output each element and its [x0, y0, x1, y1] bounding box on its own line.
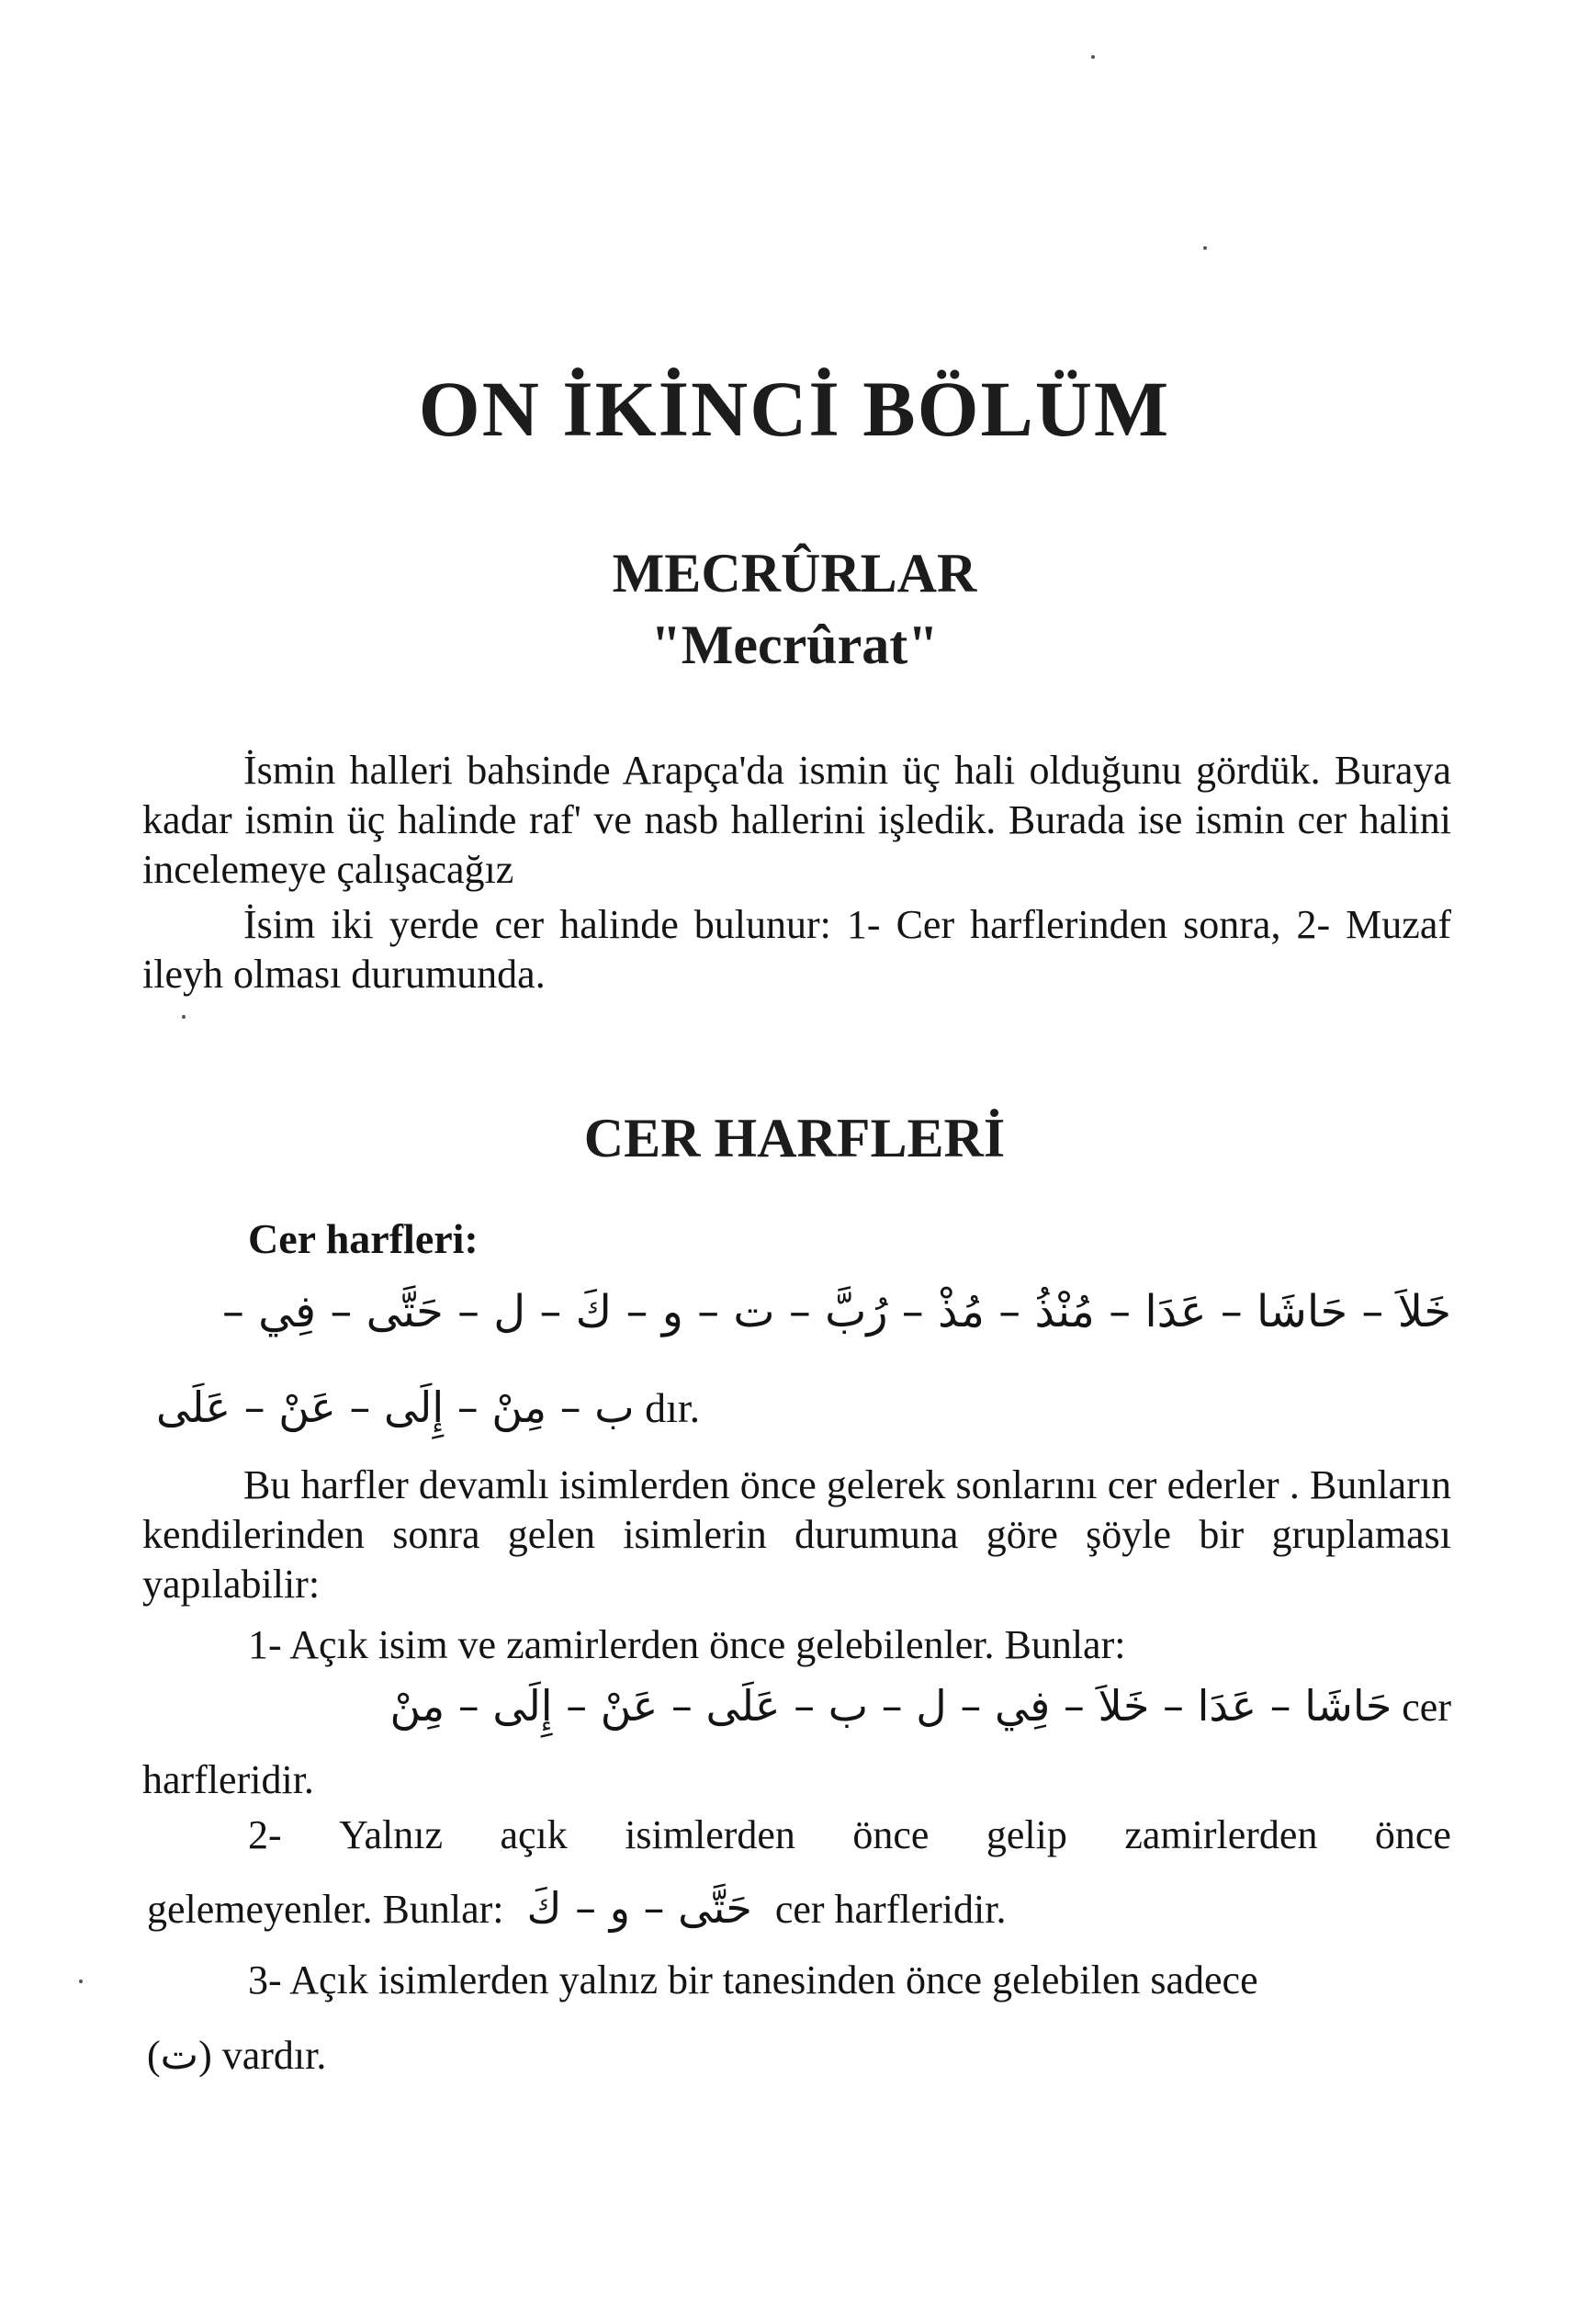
list-item-3-open: (: [147, 2033, 161, 2078]
list-item-1-arabic: حَاشَا – عَدَا – خَلاَ – فِي – ل – ب – عَلَى – عَنْ – إِلَى – مِنْ: [389, 1681, 1392, 1731]
list-item-2-word: Yalnız: [339, 1812, 443, 1857]
list-item-3-continued: [147, 2032, 326, 2079]
paragraph-cer-cases: İsim iki yerde cer halinde bulunur: 1- Cer harflerinden sonra, 2- Muzaf ileyh olması durumunda.: [142, 902, 1451, 997]
list-item-1-end: harfleridir.: [142, 1757, 314, 1802]
arabic-letters-line-1: خَلاَ – حَاشَا – عَدَا – مُنْذُ – مُذْ – رُبَّ – ت – و – كَ – ل – حَتَّى – فِي –: [221, 1286, 1451, 1337]
list-item-2-word: isimlerden: [625, 1812, 795, 1857]
section-subtitle-mecrurat: "Mecrûrat": [650, 615, 939, 675]
list-item-2-prefix: gelemeyenler. Bunlar:: [147, 1887, 504, 1932]
list-item-1-suffix: cer: [1402, 1685, 1451, 1730]
list-item-1-arabic-line: [389, 1681, 1451, 1731]
list-item-2-word: 2-: [248, 1812, 282, 1857]
paragraph-grouping: Bu harfler devamlı isimlerden önce gelerek sonlarını cer ederler . Bunların kendilerinden sonra gelen isimlerin durumuna göre şöyle bir gruplaması yapılabilir:: [142, 1462, 1451, 1607]
arabic-letters-line-2: [156, 1382, 700, 1432]
list-item-2-word: önce: [1374, 1812, 1451, 1857]
chapter-title: ON İKİNCİ BÖLÜM: [418, 365, 1171, 453]
scan-speck: [182, 1015, 186, 1019]
list-item-2-suffix: cer harfleridir.: [774, 1887, 1007, 1932]
section-title-cer-harfleri: CER HARFLERİ: [583, 1108, 1006, 1168]
list-item-3-close: ) vardır.: [198, 2033, 327, 2078]
list-item-3: 3- Açık isimlerden yalnız bir tanesinden önce gelebilen sadece: [248, 1957, 1258, 2002]
scan-speck: [1203, 246, 1207, 250]
list-item-2-arabic: حَتَّى – و – كَ: [526, 1883, 752, 1933]
list-item-2: [248, 1811, 1451, 1858]
list-item-2-word: gelip: [986, 1812, 1067, 1857]
paragraph-intro: İsmin halleri bahsinde Arapça'da ismin üç hali olduğunu gördük. Buraya kadar ismin üç halinde raf' ve nasb hallerini işledik. Burada ise ismin cer halini incelemeye çalışacağız: [142, 748, 1451, 892]
scan-speck: [79, 1980, 83, 1983]
list-item-2-word: açık: [500, 1812, 568, 1857]
list-item-3-arabic: ت: [160, 2032, 199, 2079]
list-item-1: 1- Açık isim ve zamirlerden önce gelebilenler. Bunlar:: [248, 1622, 1126, 1667]
list-item-2-word: zamirlerden: [1124, 1812, 1318, 1857]
scan-speck: [1091, 55, 1095, 59]
list-item-2-continued: [147, 1883, 1006, 1933]
subheading-cer-harfleri: Cer harfleri:: [248, 1215, 479, 1262]
arabic-letters-line-2-suffix: dır.: [645, 1384, 701, 1431]
arabic-letters-line-2-text: ب – مِنْ – إِلَى – عَنْ – عَلَى: [156, 1382, 635, 1432]
section-title-mecrurlar: MECRÛRLAR: [612, 543, 977, 604]
list-item-2-word: önce: [852, 1812, 930, 1857]
